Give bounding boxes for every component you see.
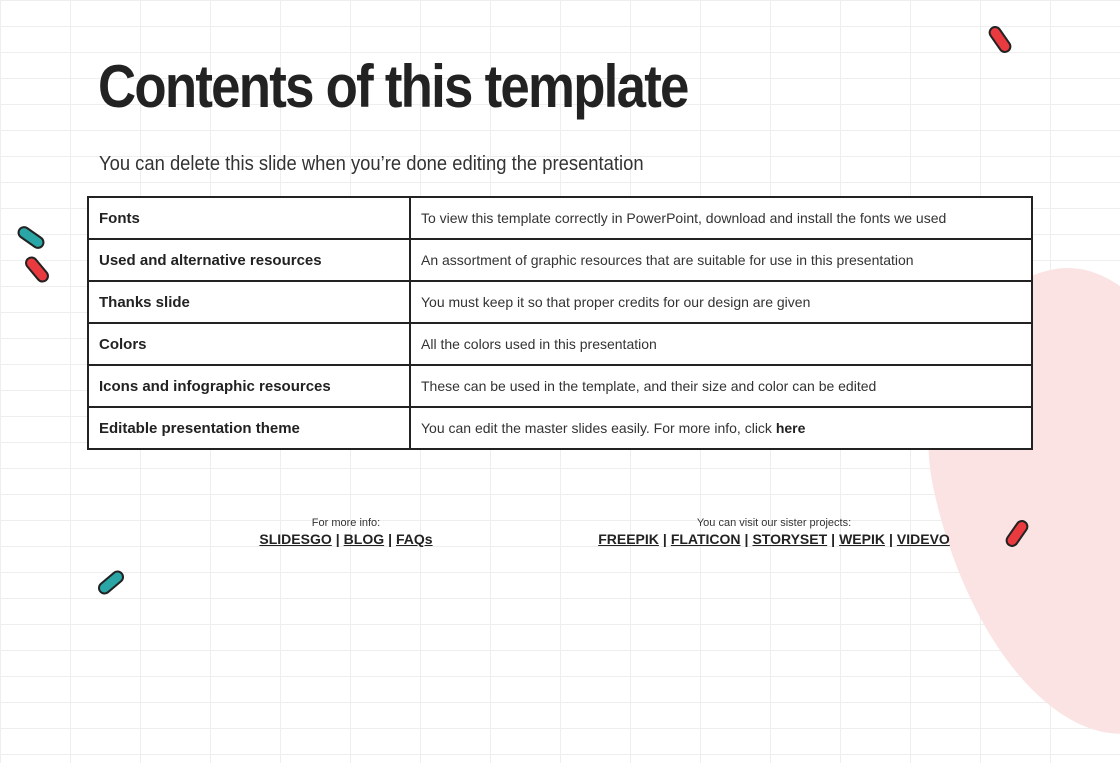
row-description: These can be used in the template, and their size and color can be edited xyxy=(410,365,1032,407)
row-description: To view this template correctly in PowerPoint, download and install the fonts we used xyxy=(410,197,1032,239)
decorative-pill-red xyxy=(986,23,1014,55)
link-separator: | xyxy=(888,531,893,547)
row-name: Fonts xyxy=(88,197,410,239)
sister-projects-links xyxy=(598,531,950,547)
row-name: Used and alternative resources xyxy=(88,239,410,281)
page-subtitle: You can delete this slide when you’re done editing the presentation xyxy=(99,153,644,175)
decorative-pill-teal xyxy=(95,568,126,597)
page-title: Contents of this template xyxy=(98,53,688,120)
decorative-pill-teal xyxy=(15,224,47,252)
decorative-pill-red xyxy=(22,254,51,285)
table-row xyxy=(88,365,1032,407)
more-info-links xyxy=(259,531,432,547)
link-separator: | xyxy=(388,531,393,547)
storyset-link[interactable]: STORYSET xyxy=(752,531,828,547)
more-info-label: For more info: xyxy=(311,517,381,529)
row-name: Editable presentation theme xyxy=(88,407,410,449)
contents-table xyxy=(87,196,1033,450)
link-separator: | xyxy=(831,531,836,547)
row-name: Thanks slide xyxy=(88,281,410,323)
sister-projects-footer xyxy=(594,517,954,549)
row-description: All the colors used in this presentation xyxy=(410,323,1032,365)
more-info-footer xyxy=(166,517,526,549)
row-name: Colors xyxy=(88,323,410,365)
row-description-text: You can edit the master slides easily. For more info, click xyxy=(421,420,776,436)
table-row xyxy=(88,281,1032,323)
videvo-link[interactable]: VIDEVO xyxy=(896,531,950,547)
row-description: An assortment of graphic resources that are suitable for use in this presentation xyxy=(410,239,1032,281)
table-row xyxy=(88,323,1032,365)
table-row xyxy=(88,197,1032,239)
flaticon-link[interactable]: FLATICON xyxy=(670,531,741,547)
row-name: Icons and infographic resources xyxy=(88,365,410,407)
table-row xyxy=(88,407,1032,449)
row-description xyxy=(410,407,1032,449)
wepik-link[interactable]: WEPIK xyxy=(839,531,885,547)
here-link[interactable]: here xyxy=(775,420,806,436)
sister-projects-label: You can visit our sister projects: xyxy=(696,517,852,529)
link-separator: | xyxy=(744,531,749,547)
link-separator: | xyxy=(662,531,667,547)
slidesgo-link[interactable]: SLIDESGO xyxy=(259,531,332,547)
freepik-link[interactable]: FREEPIK xyxy=(598,531,659,547)
table-row xyxy=(88,239,1032,281)
faqs-link[interactable]: FAQs xyxy=(396,531,433,547)
link-separator: | xyxy=(335,531,340,547)
row-description: You must keep it so that proper credits for our design are given xyxy=(410,281,1032,323)
blog-link[interactable]: BLOG xyxy=(343,531,385,547)
